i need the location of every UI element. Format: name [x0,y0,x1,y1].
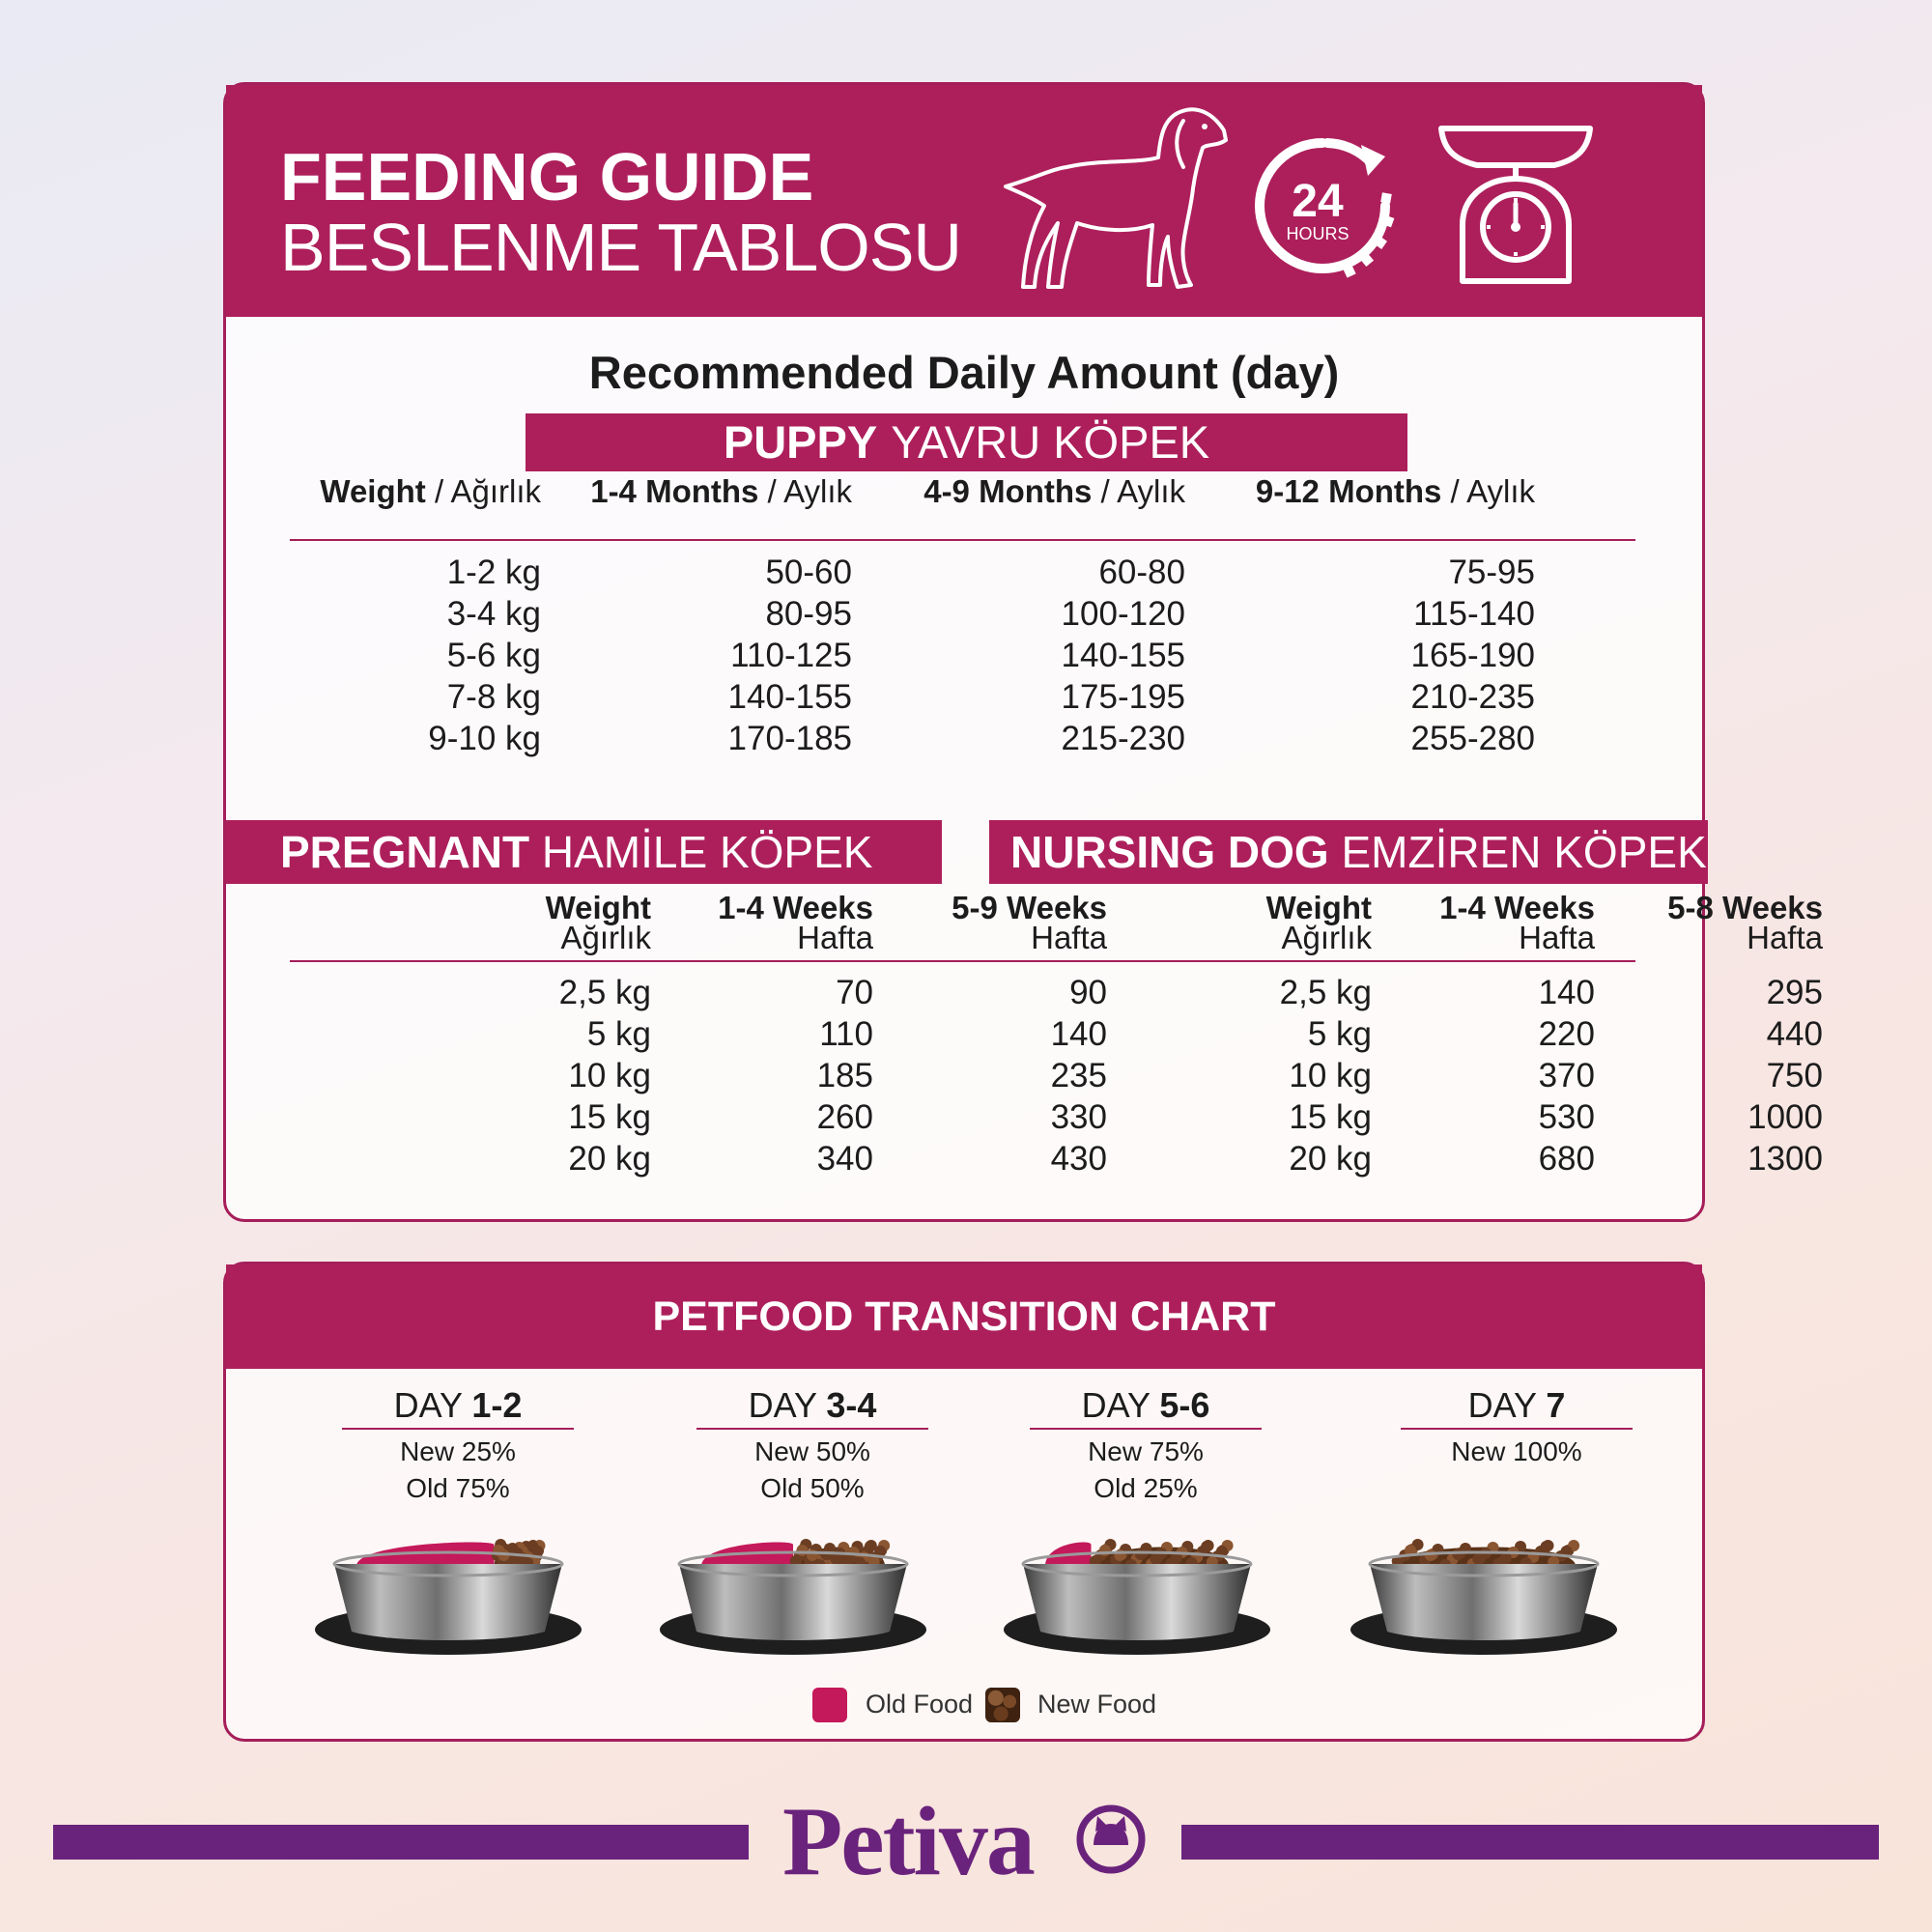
pregnant-col-5-9 [1051,972,1107,1179]
footer-bar-right [1181,1825,1879,1860]
puppy-header-rule [290,539,1635,541]
day-title: DAY 5-6 [1030,1385,1262,1430]
clock-unit: HOURS [1286,224,1350,243]
food-bowl-icon [313,1525,583,1661]
table-cell: 220 [1538,1015,1595,1053]
table-cell: 210-235 [1410,678,1535,716]
table-cell: 140 [1050,1015,1107,1053]
nursing-section-bar: NURSING DOG EMZİREN KÖPEK [989,820,1708,884]
nursing-col-5-8 [1747,972,1823,1179]
day-old-share: Old 50% [760,1473,865,1503]
table-cell: 370 [1538,1057,1595,1094]
puppy-label-tr: YAVRU KÖPEK [891,416,1210,468]
card-header [226,85,1702,317]
table-cell: 5-6 kg [446,637,541,674]
footer-bar-left [53,1825,749,1860]
table-cell: 100-120 [1061,595,1185,633]
food-bowl-icon [1002,1525,1272,1661]
table-cell: 5 kg [1307,1015,1372,1053]
table-cell: 5 kg [586,1015,651,1053]
table-cell: 9-10 kg [428,720,541,757]
day-old-share: Old 25% [1094,1473,1198,1503]
table-cell: 295 [1766,974,1823,1011]
table-cell: 20 kg [1289,1140,1372,1178]
transition-title: PETFOOD TRANSITION CHART [226,1264,1702,1369]
puppy-col-1-4 [728,552,852,759]
day-old-share: Old 75% [406,1473,510,1503]
title-en: FEEDING GUIDE [280,139,814,214]
nursing-col-1-4 [1539,972,1595,1179]
day-block [1030,1385,1262,1507]
pregnant-header-1-4: 1-4 Weeks Hafta [718,890,873,955]
legend-new-label: New Food [1037,1690,1157,1719]
table-cell: 170-185 [727,720,852,757]
dog-icon [994,99,1231,298]
table-cell: 255-280 [1410,720,1535,757]
puppy-header-1-4: 1-4 Months / Aylık [590,473,852,509]
pregnant-section-bar: PREGNANT HAMİLE KÖPEK [226,820,942,884]
transition-card [223,1262,1705,1742]
table-cell: 430 [1050,1140,1107,1178]
title-tr: BESLENME TABLOSU [280,210,961,285]
nursing-col-weight [1280,972,1372,1179]
table-cell: 7-8 kg [446,678,541,716]
food-bowl-icon [1349,1525,1619,1661]
day-block [342,1385,574,1507]
scale-icon [1434,119,1598,293]
puppy-col-4-9 [1062,552,1185,759]
day-new-share: New 50% [754,1436,870,1466]
table-cell: 235 [1050,1057,1107,1094]
legend-new-swatch [985,1688,1020,1722]
legend-old-label: Old Food [866,1690,974,1719]
day-title: DAY 7 [1401,1385,1633,1430]
table-cell: 330 [1050,1098,1107,1136]
table-cell: 340 [816,1140,873,1178]
table-cell: 680 [1538,1140,1595,1178]
table-cell: 140 [1538,974,1595,1011]
pregnant-header-weight: Weight Ağırlık [545,890,651,955]
table-cell: 1-2 kg [446,554,541,591]
table-cell: 185 [816,1057,873,1094]
table-cell: 215-230 [1061,720,1185,757]
table-cell: 115-140 [1413,595,1535,633]
nursing-header-weight: Weight Ağırlık [1265,890,1372,955]
nursing-header-1-4: 1-4 Weeks Hafta [1439,890,1595,955]
puppy-label: PUPPY [723,416,878,468]
table-cell: 2,5 kg [1279,974,1372,1011]
day-new-share: New 75% [1088,1436,1204,1466]
puppy-header-9-12: 9-12 Months / Aylık [1255,473,1535,509]
table-cell: 15 kg [1289,1098,1372,1136]
table-cell: 70 [836,974,873,1011]
puppy-header-weight: Weight / Ağırlık [320,473,541,509]
day-block [1401,1385,1633,1470]
table-cell: 140-155 [1061,637,1185,674]
table-cell: 260 [816,1098,873,1136]
puppy-header-4-9: 4-9 Months / Aylık [923,473,1185,509]
day-new-share: New 25% [400,1436,516,1466]
table-cell: 110 [819,1015,873,1053]
table-cell: 50-60 [765,554,852,591]
puppy-col-9-12 [1411,552,1535,759]
table-cell: 60-80 [1098,554,1185,591]
day-new-share: New 100% [1451,1436,1582,1466]
puppy-section-bar [526,413,1407,471]
rda-title: Recommended Daily Amount (day) [588,347,1340,398]
table-cell: 2,5 kg [558,974,651,1011]
table-cell: 80-95 [765,595,852,633]
day-title: DAY 3-4 [696,1385,928,1430]
table-cell: 20 kg [568,1140,651,1178]
pregnant-nursing-header-rule [290,960,1635,962]
puppy-col-weight [428,552,541,759]
table-cell: 75-95 [1448,554,1535,591]
pregnant-header-5-9: 5-9 Weeks Hafta [952,890,1107,955]
table-cell: 10 kg [568,1057,651,1094]
table-cell: 165-190 [1410,637,1535,674]
pregnant-col-1-4 [817,972,873,1179]
nursing-header-5-8: 5-8 Weeks Hafta [1667,890,1823,955]
brand-logo: Petiva [782,1787,1034,1896]
table-cell: 530 [1538,1098,1595,1136]
table-cell: 140-155 [727,678,852,716]
table-cell: 3-4 kg [446,595,541,633]
clock-24h-icon [1240,124,1405,288]
table-cell: 1000 [1747,1098,1823,1136]
table-cell: 750 [1766,1057,1823,1094]
table-cell: 1300 [1747,1140,1823,1178]
table-cell: 440 [1766,1015,1823,1053]
table-cell: 175-195 [1061,678,1185,716]
table-cell: 15 kg [568,1098,651,1136]
day-title: DAY 1-2 [342,1385,574,1430]
feeding-guide-card [223,82,1823,1222]
table-cell: 90 [1069,974,1107,1011]
food-bowl-icon [658,1525,928,1661]
table-cell: 110-125 [730,637,852,674]
cat-logo-icon [1072,1799,1150,1876]
clock-number: 24 [1292,176,1344,227]
table-cell: 10 kg [1289,1057,1372,1094]
day-block [696,1385,928,1507]
pregnant-col-weight [559,972,651,1179]
legend-old-swatch [812,1688,847,1722]
